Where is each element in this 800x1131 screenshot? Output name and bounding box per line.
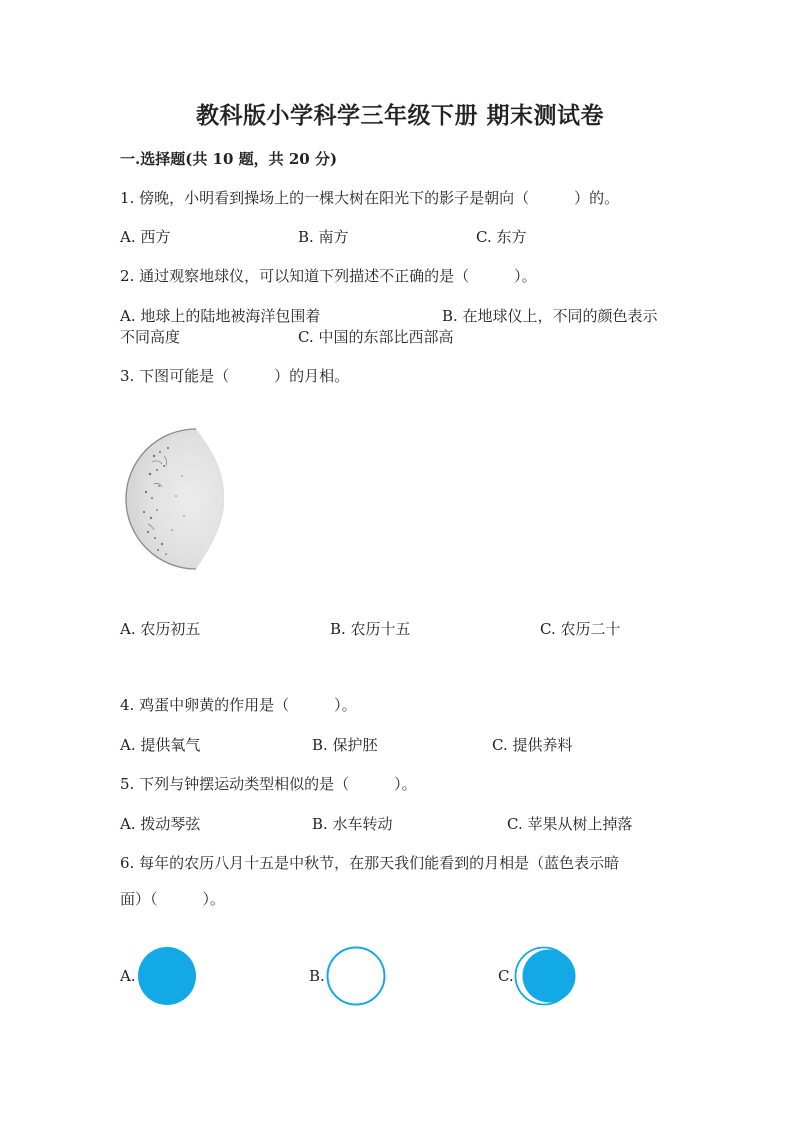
question-6-stem-line-1: 6. 每年的农历八月十五是中秋节，在那天我们能看到的月相是（蓝色表示暗 — [120, 854, 620, 872]
waning-gibbous-moon-icon — [124, 426, 224, 572]
question-3-option-c: C. 农历二十 — [540, 620, 621, 638]
section-header: 一.选择题(共 10 题，共 20 分) — [120, 150, 338, 168]
question-4-stem: 4. 鸡蛋中卵黄的作用是（ ）。 — [120, 696, 357, 714]
question-2-option-b: B. 在地球仪上，不同的颜色表示 — [442, 307, 658, 325]
question-1-option-a: A. 西方 — [120, 228, 171, 246]
question-3-option-a: A. 农历初五 — [120, 620, 201, 638]
question-6-stem-line-2: 面）（ ）。 — [120, 890, 226, 908]
question-6-option-c-label: C. — [498, 967, 514, 985]
question-2-option-a: A. 地球上的陆地被海洋包围着 — [120, 307, 321, 325]
question-1-stem: 1. 傍晚，小明看到操场上的一棵大树在阳光下的影子是朝向（ ）的。 — [120, 189, 620, 207]
crescent-outline-with-blue-disc-icon — [513, 945, 579, 1007]
question-5-option-b: B. 水车转动 — [312, 815, 393, 833]
question-5-option-c: C. 苹果从树上掉落 — [507, 815, 633, 833]
question-5-option-a: A. 拨动琴弦 — [120, 815, 201, 833]
question-4-option-c: C. 提供养料 — [492, 736, 573, 754]
question-4-option-b: B. 保护胚 — [312, 736, 378, 754]
question-3-stem: 3. 下图可能是（ ）的月相。 — [120, 367, 350, 385]
question-6-option-b-label: B. — [309, 967, 325, 985]
full-blue-disc-icon — [136, 945, 198, 1007]
empty-circle-outline-icon — [325, 945, 387, 1007]
question-3-option-b: B. 农历十五 — [330, 620, 411, 638]
question-2-option-c: C. 中国的东部比西部高 — [298, 328, 454, 346]
question-6-option-a-label: A. — [120, 967, 136, 985]
question-1-option-c: C. 东方 — [476, 228, 527, 246]
page-title: 教科版小学科学三年级下册 期末测试卷 — [195, 102, 604, 129]
question-5-stem: 5. 下列与钟摆运动类型相似的是（ ）。 — [120, 775, 417, 793]
question-1-option-b: B. 南方 — [298, 228, 349, 246]
question-4-option-a: A. 提供氧气 — [120, 736, 201, 754]
question-2-option-b-continued: 不同高度 — [120, 328, 181, 346]
question-2-stem: 2. 通过观察地球仪，可以知道下列描述不正确的是（ ）。 — [120, 267, 537, 285]
